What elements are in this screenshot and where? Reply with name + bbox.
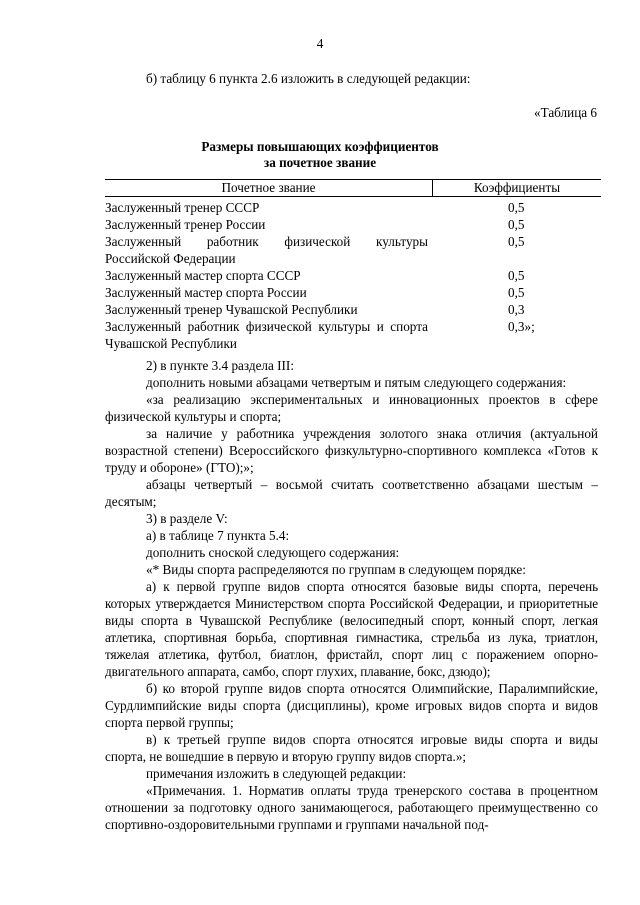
paragraph: б) ко второй группе видов спорта относятся Олимпийские, Паралимпийские, Сурдлимпийские виды спорта (дисциплины), кроме игровых видов спорта и видов спорта первой группы;: [105, 681, 598, 730]
row-value: 0,5: [508, 217, 525, 232]
row-title: Заслуженный мастер спорта СССР: [105, 268, 301, 283]
page-number: 4: [316, 36, 324, 51]
paragraph: абзацы четвертый – восьмой считать соответственно абзацами шестым – десятым;: [105, 477, 598, 509]
row-title: Заслуженный тренер Чувашской Республики: [105, 302, 358, 317]
paragraph: а) в таблице 7 пункта 5.4:: [146, 528, 290, 543]
paragraph: 3) в разделе V:: [146, 511, 228, 526]
intro-line: б) таблицу 6 пункта 2.6 изложить в следующей редакции:: [146, 71, 471, 86]
document-body: [105, 357, 598, 833]
row-title: Заслуженный мастер спорта России: [105, 285, 307, 300]
row-value: 0,5: [508, 268, 525, 283]
paragraph: «за реализацию экспериментальных и инновационных проектов в сфере физической культуры и спорта;: [105, 392, 598, 424]
paragraph: дополнить новыми абзацами четвертым и пятым следующего содержания:: [146, 375, 567, 390]
table-row: [105, 284, 601, 301]
table-row: [105, 301, 601, 318]
table-row: [105, 267, 601, 284]
row-title: Заслуженный тренер России: [105, 217, 266, 232]
table-caption: «Таблица 6: [534, 105, 597, 120]
header-coefficient: Коэффициенты: [473, 180, 561, 195]
paragraph: 2) в пункте 3.4 раздела III:: [146, 358, 294, 373]
row-title: Заслуженный тренер СССР: [105, 200, 260, 215]
row-value: 0,3: [508, 302, 525, 317]
table-row: [105, 199, 601, 216]
row-value: 0,5: [508, 200, 525, 215]
row-title: Заслуженный работник физической культуры и спорта Чувашской Республики: [105, 319, 428, 351]
table-title-line1: Размеры повышающих коэффициентов: [201, 139, 439, 154]
paragraph: «* Виды спорта распределяются по группам в следующем порядке:: [146, 562, 526, 577]
table-title-line2: за почетное звание: [263, 155, 377, 170]
table-row: [105, 233, 601, 267]
paragraph: «Примечания. 1. Норматив оплаты труда тренерского состава в процентном отношении за подготовку одного занимающегося, работающего преимущественно со спортивно-оздоровительными группами и группами начальной под-: [105, 783, 598, 832]
paragraph: за наличие у работника учреждения золотого знака отличия (актуальной возрастной степени) Всероссийского физкультурно-спортивного комплекса «Готов к труду и обороне» (ГТО);»;: [105, 426, 598, 475]
table-row: [105, 216, 601, 233]
header-title: Почетное звание: [221, 180, 316, 195]
row-value: 0,5: [508, 285, 525, 300]
table-row: [105, 318, 601, 352]
row-title: Заслуженный работник физической культуры Российской Федерации: [105, 234, 428, 266]
row-value: 0,3»;: [508, 319, 535, 334]
paragraph: дополнить сноской следующего содержания:: [146, 545, 400, 560]
row-value: 0,5: [508, 234, 525, 249]
paragraph: в) к третьей группе видов спорта относятся игровые виды спорта и виды спорта, не вошедшие в первую и вторую группу видов спорта.»;: [105, 732, 598, 764]
paragraph: а) к первой группе видов спорта относятся базовые виды спорта, перечень которых утверждается Министерством спорта Российской Федерации, и приоритетные виды спорта в Чувашской Республике (велосипедный спорт, конный спорт, легкая атлетика, спортивная борьба, спортивная гимнастика, стрельба из лука, триатлон, тяжелая атлетика, футбол, биатлон, фристайл, спорт лиц с поражением опорно-двигательного аппарата, самбо, спорт глухих, плавание, бокс, дзюдо);: [105, 579, 598, 679]
table-header: [105, 179, 601, 197]
coefficients-table: [105, 179, 601, 352]
paragraph: примечания изложить в следующей редакции:: [146, 766, 407, 781]
